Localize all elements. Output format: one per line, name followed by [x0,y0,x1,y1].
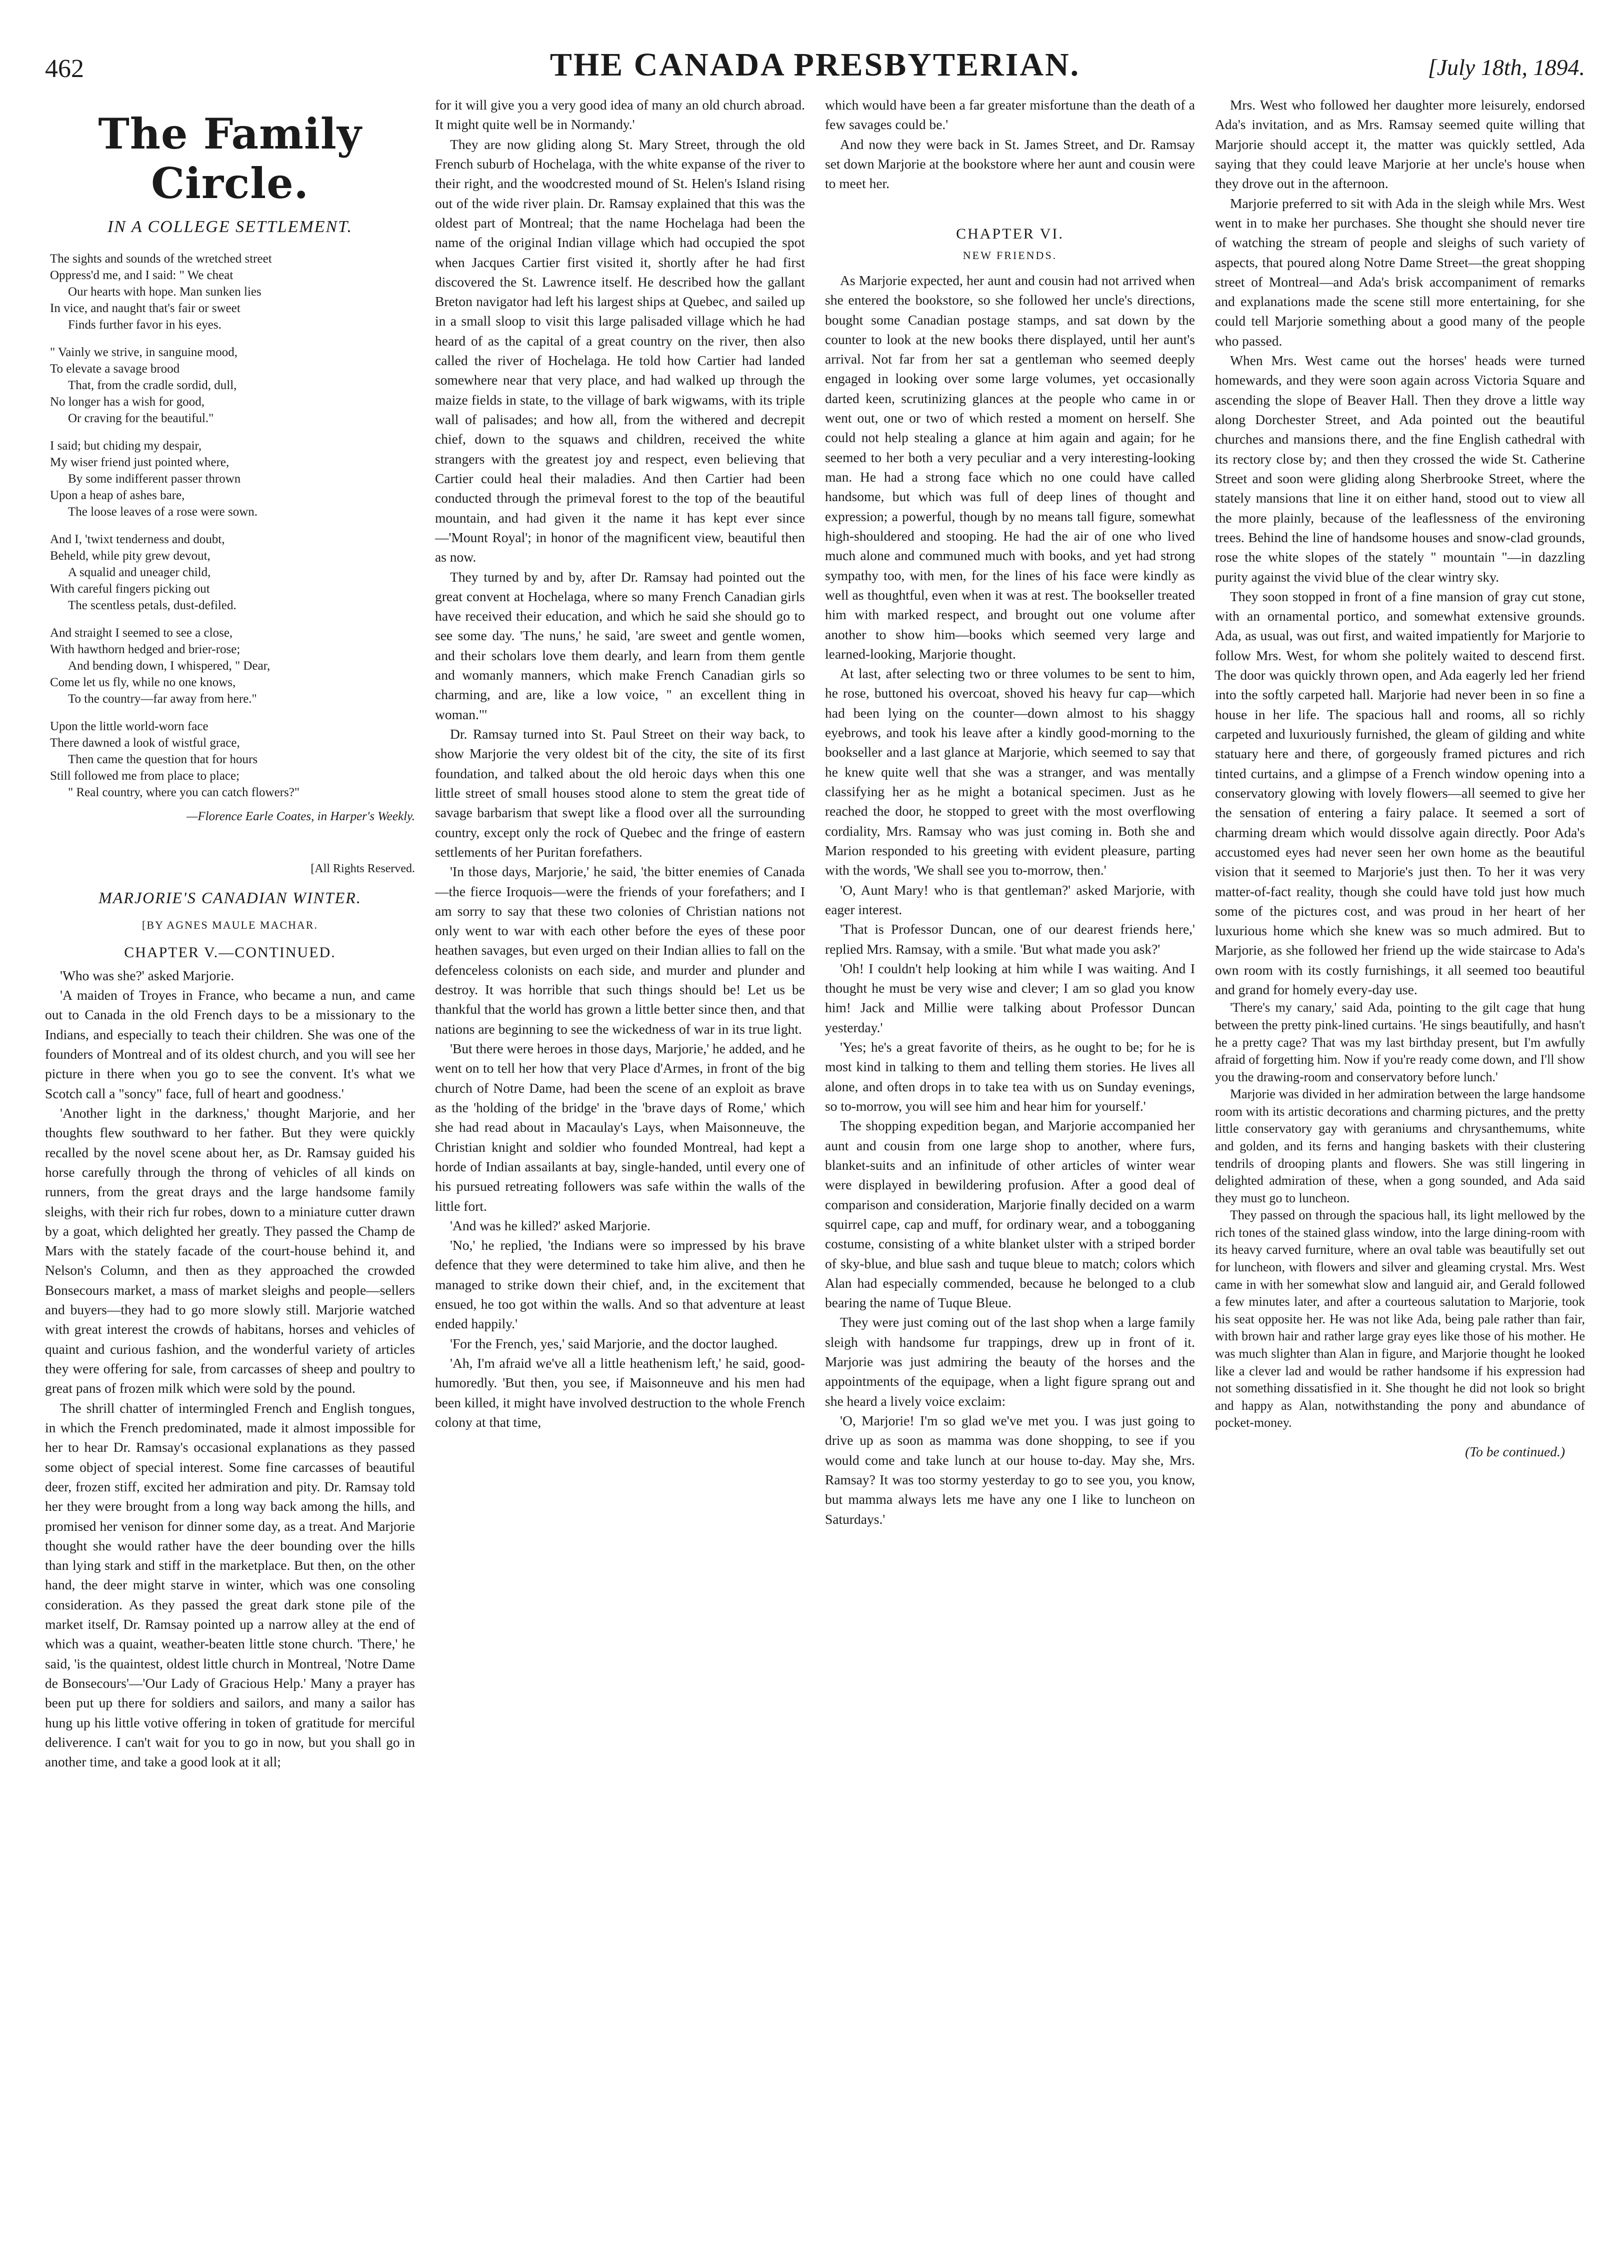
paragraph: 'Ah, I'm afraid we've all a little heathenism left,' he said, good-humoredly. 'But then, you see, if Maisonneuve and his men had been killed, it might have involved destruction to the whole French colony at that time, [435,1355,805,1430]
paragraph: When Mrs. West came out the horses' heads were turned homewards, and they were soon again across Victoria Square and ascending the slope of Beaver Hall. Then they drove a little way along Dorchester Street, and Ada pointed out the beautiful churches and mansions there, and the fine English cathedral with its rectory close by; and then they crossed the wide St. Catherine Street and soon were gliding along Sherbrooke Street, where the stately mansions that line it on either hand, stood out to view all the more plainly, because of the leaflessness of the environing trees. Behind the line of handsome houses and snow-clad grounds, rose the white slopes of the stately " mountain "—in dazzling purity against the vivid blue of the clear wintry sky. [1215,353,1585,585]
paragraph: Marjorie preferred to sit with Ada in the sleigh while Mrs. West went in to make her purchases. She thought she should never tire of watching the stream of people and sleighs of such variety of aspects, that poured along Notre Dame Street—the great shopping street of Montreal—and Ada's brisk accompaniment of remarks and explanations made the scene still more entertaining, for she could tell Marjorie something about a good many of the people who passed. [1215,195,1585,349]
poem-line: With hawthorn hedged and brier-rose; [50,642,240,656]
poem-line: " Real country, where you can catch flowers?" [68,785,300,799]
paragraph: And now they were back in St. James Street, and Dr. Ramsay set down Marjorie at the bookstore where her aunt and cousin were to meet her. [825,136,1195,192]
byline: [BY AGNES MAULE MACHAR. [142,919,318,932]
paragraph: They are now gliding along St. Mary Street, through the old French suburb of Hochelaga, with the white expanse of the river to their right, and the woodcrested mound of St. Helen's Island rising out of the wide river plain. Dr. Ramsay explained that this was the oldest part of Montreal; that the name Hochelaga had been the name of the original Indian village which had occupied the spot when Jacques Cartier first visited it, shortly after he had first discovered the St. Lawrence itself. He described how the gallant Breton navigator had left his largest ships at Quebec, and sailed up in a small sloop to visit this large palisaded village which he had heard of as the capital of a great country on the river, then also called the river of Hochelaga. He told how Cartier had landed somewhere near that very place, and had walked up through the maize fields in state, to the village of bark wigwams, with its triple wall of palisades; and how all, from the withered and decrepit chief, down to the squaws and children, received the white strangers with the greatest joy and respect, even believing that Cartier could heal their maladies. And then Cartier had been conducted through the primeval forest to the top of the beautiful mountain, and had given it the name it has kept ever since—'Mount Royal'; in honor of the magnificent view, beautiful then as now. [435,136,805,565]
paragraph: They soon stopped in front of a fine mansion of gray cut stone, with an ornamental portico, and somewhat extensive grounds. Ada, as usual, was out first, and waited impatiently for Marjorie to follow Mrs. West, for whom she politely waited to descend first. The door was quickly thrown open, and Ada eagerly led her friend into the softly carpeted hall. Marjorie had never been in so fine a house in her life. The spacious hall and rooms, all so richly carpeted and luxuriously furnished, the gleam of gilding and white statuary here and there, of gorgeously framed pictures and rich tinted curtains, and a glimpse of a French window opening into a conservatory glowing with lovely flowers—all seemed to give her the sensation of entering a fairy palace. It seemed a sort of charming dream which would dissolve again directly. Poor Ada's accustomed eyes had never seen her own home as the beautiful vision that it seemed to Marjorie's just then. To her it was very matter-of-fact reality, though she could have told just how much some of the pictures cost, and was proud in her heart of her luxurious home which she knew was so much admired. But to Marjorie, as she followed her friend up the wide staircase to Ada's own room with its costly furnishings, it all seemed too beautiful and grand for homely every-day use. [1215,588,1585,998]
poem-line: Beheld, while pity grew devout, [50,549,210,563]
poem-line: Our hearts with hope. Man sunken lies [68,285,262,299]
poem-stanza [50,438,415,520]
poem-line: To the country—far away from here." [68,692,257,706]
poem-line: Upon the little world-worn face [50,719,208,733]
paragraph: The shrill chatter of intermingled French and English tongues, in which the French predominated, made it almost impossible for her to hear Dr. Ramsay's occasional explanations as they passed some object of special interest. Some fine carcasses of beautiful deer, frozen stiff, excited her admiration and pity. Dr. Ramsay told her they were brought from a long way back among the hills, and promised her venison for dinner some day, as a treat. And Marjorie thought she would rather have the deer bounding over the hills than lying stark and stiff in the marketplace. But then, on the other hand, the deer might starve in winter, which was one consoling consideration. As they passed the great dark stone pile of the market itself, Dr. Ramsay pointed up a narrow alley at the end of which was a quaint, weather-beaten little stone church. 'There,' he said, 'is the quaintest, oldest little church in Montreal, 'Notre Dame de Bonsecours'—'Our Lady of Gracious Help.' Many a prayer has been put up there for soldiers and sailors, and many a sailor has hung up his little votive offering in token of gratitude for merciful deliverence. I can't wait for you to go in now, but you shall go in another time, and take a good look at it all; [45,1400,415,1770]
paragraph: At last, after selecting two or three volumes to be sent to him, he rose, buttoned his overcoat, shoved his heavy fur cap—which had been lying on the counter—down almost to his shaggy eyebrows, and took his leave after a kindly good-morning to the bookseller and a last glance at Marjorie, which seemed to say that he knew quite well that she was a stranger, and was mentally classifying her as he might a botanical specimen. Just as he reached the door, he stopped to greet with the most overflowing cordiality, Mrs. Ramsay who was just coming in. Both she and Marion responded to his greeting with evident pleasure, parting with the words, 'We shall see you to-morrow, then.' [825,666,1195,878]
paragraph: 'O, Aunt Mary! who is that gentleman?' asked Marjorie, with eager interest. [825,882,1195,917]
section-title: The Family Circle. [98,109,362,208]
poem-line: Or craving for the beautiful." [68,411,214,425]
paragraph: 'No,' he replied, 'the Indians were so impressed by his brave defence that they were determined to take him alive, and then he managed to strike down their chief, and, in the excitement that ensued, he too got within the walls. And so that adventure at least ended happily.' [435,1237,805,1332]
masthead [45,44,1585,89]
paragraph: 'Oh! I couldn't help looking at him while I was waiting. And I thought he must be very wise and clever; I am so glad you know him! Jack and Millie were talking about Professor Duncan yesterday.' [825,960,1195,1035]
poem-line: And I, 'twixt tenderness and doubt, [50,532,225,546]
issue-date: [July 18th, 1894. [1428,55,1585,80]
rights-notice: [All Rights Reserved. [310,862,415,876]
column-1 [45,95,415,2230]
poem-stanza [50,344,415,427]
chapter-heading: CHAPTER V.—CONTINUED. [124,944,336,961]
to-be-continued: (To be continued.) [1465,1443,1565,1459]
poem-stanza [50,718,415,801]
paragraph: 'In those days, Marjorie,' he said, 'the bitter enemies of Canada—the fierce Iroquois—were the friends of your forefathers; and I am sorry to say that these two colonies of Christian nations not only went to war with each other before the eyes of these poor heathen savages, but even urged on their Indian allies to fall on the defenceless colonists on each side, and murder and plunder and destroy. It was horrible that such things should be! Let us be thankful that the world has grown a little better since then, and that nations are beginning to see the wickedness of war in its true light. [435,864,805,1037]
serial-title: MARJORIE'S CANADIAN WINTER. [98,888,362,907]
poem-title: IN A COLLEGE SETTLEMENT. [107,218,353,236]
poem-line: Oppress'd me, and I said: " We cheat [50,268,234,282]
paragraph: for it will give you a very good idea of many an old church abroad. It might quite well be in Normandy.' [435,97,805,133]
poem [45,251,415,826]
paragraph: 'For the French, yes,' said Marjorie, and the doctor laughed. [450,1335,778,1351]
poem-line: Finds further favor in his eyes. [68,318,222,332]
poem-line: That, from the cradle sordid, dull, [68,378,237,392]
paragraph: 'That is Professor Duncan, one of our dearest friends here,' replied Mrs. Ramsay, with a smile. 'But what made you ask?' [825,921,1195,957]
paragraph: which would have been a far greater misfortune than the death of a few savages could be.' [825,97,1195,133]
chapter-heading: CHAPTER VI. [956,225,1064,242]
column-2 [435,95,805,2230]
poem-attribution: —Florence Earle Coates, in Harper's Weekly. [186,809,415,823]
poem-line: Come let us fly, while no one knows, [50,675,236,689]
poem-line: And straight I seemed to see a close, [50,626,233,640]
poem-line: In vice, and naught that's fair or sweet [50,301,240,315]
paragraph: 'And was he killed?' asked Marjorie. [450,1217,650,1233]
paragraph: They passed on through the spacious hall, its light mellowed by the rich tones of the stained glass window, into the large dining-room with its heavy carved furniture, where an oval table was beautifully set out for luncheon, with flowers and silver and gleaming crystal. Mrs. West came in with her somewhat slow and languid air, and Gerald followed a few minutes later, and after a courteous salutation to Marjorie, took his seat opposite her. He was not like Ada, being pale rather than fair, with brown hair and rather large gray eyes like those of his mother. He was much slighter than Alan in figure, and Marjorie thought he looked like a clever lad and would be rather handsome if his expression had not something dissatisfied in it. She thought he did not look so bright and happy as Alan, notwithstanding the pony and abundance of pocket-money. [1215,1208,1585,1430]
paragraph: They turned by and by, after Dr. Ramsay had pointed out the great convent at Hochelaga, where so many French Canadian girls have received their education, and which he said she should go to see some day. 'The nuns,' he said, 'are sweet and gentle women, and their scholars love them dearly, and learn from them gentle and womanly manners, which make French Canadian girls so charming, and are, like a low voice, " an excellent thing in woman."' [435,569,805,722]
poem-line: The loose leaves of a rose were sown. [68,505,258,519]
poem-line: With careful fingers picking out [50,582,210,596]
poem-line: " Vainly we strive, in sanguine mood, [50,345,238,359]
paragraph: The shopping expedition began, and Marjorie accompanied her aunt and cousin from one large shop to another, where furs, blanket-suits and an infinitude of other articles of winter wear were displayed in bewildering profusion. After a good deal of comparison and consideration, Marjorie finally decided on a warm squirrel cape, cap and muff, for ordinary wear, and a tobogganing costume, consisting of a white blanket ulster with a striped border of sky-blue, and blue sash and tuque bleue to match; colors which Alan had especially commended, because he belonged to a club bearing the name of Tuque Bleue. [825,1118,1195,1311]
poem-line: My wiser friend just pointed where, [50,455,230,469]
chapter-subtitle: NEW FRIENDS. [962,249,1058,262]
poem-line: Then came the question that for hours [68,752,258,766]
poem-stanza [50,251,415,333]
paragraph: 'A maiden of Troyes in France, who became a nun, and came out to Canada in the old French days to be a missionary to the Indians, and especially to teach their children. She was one of the founders of Montreal and of its oldest church, and you will see her picture in there when you go to see the convent. It's what we Scotch call a "soncy" face, full of heart and goodness.' [45,987,415,1101]
poem-line: The sights and sounds of the wretched street [50,252,272,266]
paragraph: Mrs. West who followed her daughter more leisurely, endorsed Ada's invitation, and as Mrs. Ramsay seemed quite willing that Marjorie should accept it, the matter was quickly settled, Ada saying that they could leave Marjorie at her uncle's house when they drove out in the afternoon. [1215,97,1585,192]
poem-line: No longer has a wish for good, [50,395,204,409]
poem-line: To elevate a savage brood [50,362,180,376]
publication-title: THE CANADA PRESBYTERIAN. [550,47,1080,83]
paragraph: As Marjorie expected, her aunt and cousin had not arrived when she entered the bookstore, so she followed her uncle's directions, bought some Canadian postage stamps, and sat down by the counter to look at the new books there displayed, until her aunt's arrival. Not far from her sat a gentleman who seemed deeply engaged in looking over some large volumes, yet occasionally darted keen, scrutinizing glances at the people who came in or went out, one or two of which rested a moment on herself. She could not help stealing a glance at him again and again; for he seemed to her both a very peculiar and a very interesting-looking man. He had a strong face which no one could have called handsome, but which was full of deep lines of thought and expression; a powerful, though by no means tall figure, somewhat high-shouldered and stooping. He had the air of one who lived much alone and communed much with books, and yet had strong sympathy too, with men, for the lines of his face were kindly as well as thoughtful, even when it was at rest. The bookseller treated him with marked respect, and brought out one volume after another to show him—books which seemed very large and learned-looking, Marjorie thought. [825,272,1195,662]
column-3 [825,95,1195,2230]
poem-line: Upon a heap of ashes bare, [50,488,185,502]
poem-line: There dawned a look of wistful grace, [50,736,240,750]
poem-stanza [50,625,415,707]
poem-stanza [50,531,415,614]
poem-line: And bending down, I whispered, " Dear, [68,659,270,673]
paragraph: 'But there were heroes in those days, Marjorie,' he added, and he went on to tell her how that very Place d'Armes, in front of the big church of Notre Dame, had been the scene of an exploit as brave as the 'holding of the bridge' in the 'brave days of Rome,' which she had read about in Macaulay's Lays, when Maisonneuve, the Christian knight and soldier who founded Montreal, had kept a horde of Indian assailants at bay, single-handed, until every one of his pursued retreating followers was safe within the walls of the little fort. [435,1041,805,1214]
poem-line: Still followed me from place to place; [50,769,240,783]
column-4 [1215,95,1585,2230]
poem-line: A squalid and uneager child, [68,565,211,579]
paragraph: 'O, Marjorie! I'm so glad we've met you. I was just going to drive up as soon as mamma was done shopping, to see if you would come and take lunch at our house to-day. May she, Mrs. Ramsay? It was too stormy yesterday to go to see you, you know, but mamma always lets me have any one I like to luncheon on Saturdays.' [825,1413,1195,1527]
poem-line: I said; but chiding my despair, [50,439,202,453]
paragraph: They were just coming out of the last shop when a large family sleigh with handsome fur trappings, drew up in front of it. Marjorie was just admiring the beauty of the horses and the appointments of the equipage, when a light figure sprang out and she heard a lively voice exclaim: [825,1314,1195,1409]
paragraph: 'Yes; he's a great favorite of theirs, as he ought to be; for he is most kind in talking to them and telling them stories. He lives all alone, and often drops in to take tea with us on Sunday evenings, so to-morrow, you will see him and hear him for yourself.' [825,1039,1195,1114]
page-number: 462 [45,55,84,83]
poem-line: By some indifferent passer thrown [68,472,241,486]
paragraph: Dr. Ramsay turned into St. Paul Street on their way back, to show Marjorie the very oldest bit of the city, the site of its first foundation, and talked about the old heroic days when this one little street of small houses stood alone to stem the great tide of savage barbarism that swept like a flood over all the surrounding country, except only the rock of Quebec and the fringe of eastern settlements of her Puritan forefathers. [435,726,805,860]
paragraph: 'Another light in the darkness,' thought Marjorie, and her thoughts flew southward to her father. But they were quickly recalled by the novel scene about her, as Dr. Ramsay guided his horse carefully through the throng of vehicles of all kinds on runners, from the great drays and the large handsome family sleighs, with their rich fur robes, down to a miniature cutter drawn by a goat, which delighted her greatly. They passed the Champ de Mars with the stately facade of the court-house behind it, and Nelson's Column, and then as they approached the crowded Bonsecours market, a mass of market sleighs and people—sellers and buyers—they had to go more slowly still. Marjorie watched with great interest the crowds of habitans, horses and vehicles of quaint and curious fashion, and the wonderful variety of articles they were offering for sale, from carcasses of sheep and poultry to great pans of frozen milk which were sold by the pound. [45,1105,415,1396]
paragraph: 'Who was she?' asked Marjorie. [60,967,234,983]
paragraph: Marjorie was divided in her admiration between the large handsome room with its artistic decorations and charming pictures, and the pretty little conservatory gay with geraniums and chrysanthemums, white and golden, and its ferns and hanging baskets with their clustering tendrils of drooping plants and flowers. She was still lingering in delighted admiration of these, when a gong sounded, and Ada said they must go to luncheon. [1215,1087,1585,1205]
poem-line: The scentless petals, dust-defiled. [68,598,236,612]
paragraph: 'There's my canary,' said Ada, pointing to the gilt cage that hung between the pretty pink-lined curtains. 'He sings beautifully, and hasn't he a pretty cage? That was my last birthday present, but I'm awfully afraid of forgetting him. Now if you're ready come down, and I'll show you the drawing-room and conservatory before lunch.' [1215,1000,1585,1084]
